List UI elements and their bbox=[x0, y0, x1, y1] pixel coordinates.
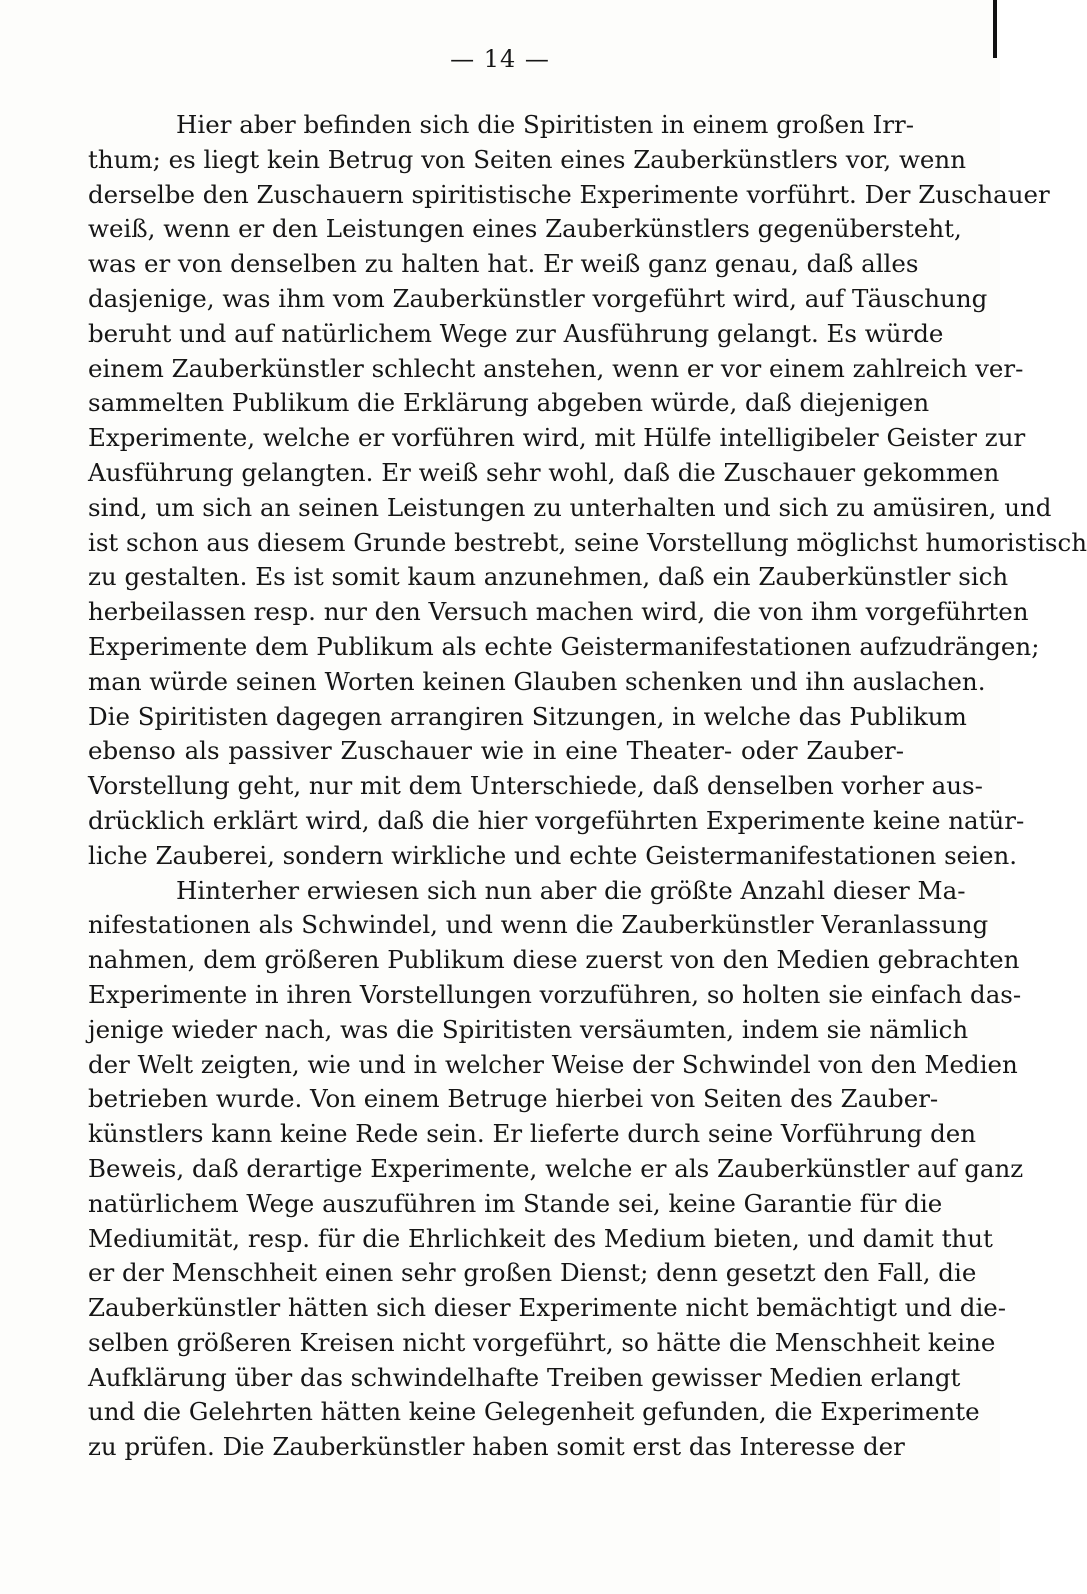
text-line: was er von denselben zu halten hat. Er weiß ganz genau, daß alles bbox=[88, 249, 919, 279]
text-line: Mediumität, resp. für die Ehrlichkeit des Medium bieten, und damit thut bbox=[88, 1223, 993, 1253]
text-line: Experimente in ihren Vorstellungen vorzuführen, so holten sie einfach das- bbox=[88, 979, 1022, 1009]
text-line: Zauberkünstler hätten sich dieser Experimente nicht bemächtigt und die- bbox=[88, 1293, 1007, 1323]
text-line: Vorstellung geht, nur mit dem Unterschiede, daß denselben vorher aus- bbox=[88, 771, 983, 801]
text-line: Hier aber befinden sich die Spiritisten in einem großen Irr- bbox=[176, 110, 915, 139]
text-line: Experimente dem Publikum als echte Geistermanifestationen aufzudrängen; bbox=[88, 631, 1040, 661]
text-line: künstlers kann keine Rede sein. Er lieferte durch seine Vorführung den bbox=[88, 1119, 977, 1149]
text-line: beruht und auf natürlichem Wege zur Ausführung gelangt. Es würde bbox=[88, 318, 944, 348]
text-line: sammelten Publikum die Erklärung abgeben würde, daß diejenigen bbox=[88, 388, 930, 418]
text-line: liche Zauberei, sondern wirkliche und echte Geistermanifestationen seien. bbox=[88, 840, 1018, 870]
text-line: einem Zauberkünstler schlecht anstehen, wenn er vor einem zahlreich ver- bbox=[88, 353, 1024, 383]
text-line: nahmen, dem größeren Publikum diese zuerst von den Medien gebrachten bbox=[88, 945, 1020, 975]
text-line: Experimente, welche er vorführen wird, mit Hülfe intelligibeler Geister zur bbox=[88, 423, 1026, 453]
text-line: natürlichem Wege auszuführen im Stande sei, keine Garantie für die bbox=[88, 1188, 943, 1218]
text-line: man würde seinen Worten keinen Glauben schenken und ihn auslachen. bbox=[88, 666, 986, 696]
text-line: herbeilassen resp. nur den Versuch machen wird, die von ihm vorgeführten bbox=[88, 597, 1029, 627]
text-line: ist schon aus diesem Grunde bestrebt, seine Vorstellung möglichst humoristisch bbox=[88, 527, 1087, 557]
text-line: Hinterher erwiesen sich nun aber die größte Anzahl dieser Ma- bbox=[176, 875, 966, 905]
text-line: und die Gelehrten hätten keine Gelegenheit gefunden, die Experimente bbox=[88, 1397, 980, 1427]
text-line: Ausführung gelangten. Er weiß sehr wohl, daß die Zuschauer gekommen bbox=[88, 457, 1000, 487]
text-line: er der Menschheit einen sehr großen Dienst; denn gesetzt den Fall, die bbox=[88, 1258, 977, 1288]
text-line: nifestationen als Schwindel, und wenn die Zauberkünstler Veranlassung bbox=[88, 910, 989, 940]
text-line: dasjenige, was ihm vom Zauberkünstler vorgeführt wird, auf Täuschung bbox=[88, 283, 988, 313]
text-line: thum; es liegt kein Betrug von Seiten eines Zauberkünstlers vor, wenn bbox=[88, 144, 966, 174]
text-line: Aufklärung über das schwindelhafte Treiben gewisser Medien erlangt bbox=[88, 1362, 961, 1392]
text-line: betrieben wurde. Von einem Betruge hierbei von Seiten des Zauber- bbox=[88, 1084, 939, 1114]
text-line: jenige wieder nach, was die Spiritisten versäumten, indem sie nämlich bbox=[88, 1014, 969, 1044]
text-line: derselbe den Zuschauern spiritistische Experimente vorführt. Der Zuschauer bbox=[88, 179, 1050, 209]
text-line: zu gestalten. Es ist somit kaum anzunehmen, daß ein Zauberkünstler sich bbox=[88, 562, 1009, 592]
text-line: ebenso als passiver Zuschauer wie in eine Theater- oder Zauber- bbox=[88, 736, 904, 766]
text-line: sind, um sich an seinen Leistungen zu unterhalten und sich zu amüsiren, und bbox=[88, 492, 1052, 522]
text-line: Beweis, daß derartige Experimente, welche er als Zauberkünstler auf ganz bbox=[88, 1153, 1024, 1183]
body-text bbox=[88, 108, 1087, 1465]
text-line: weiß, wenn er den Leistungen eines Zauberkünstlers gegenübersteht, bbox=[88, 214, 962, 244]
text-line: drücklich erklärt wird, daß die hier vorgeführten Experimente keine natür- bbox=[88, 805, 1025, 835]
text-line: Die Spiritisten dagegen arrangiren Sitzungen, in welche das Publikum bbox=[88, 701, 967, 731]
text-line: selben größeren Kreisen nicht vorgeführt, so hätte die Menschheit keine bbox=[88, 1327, 996, 1357]
text-line: zu prüfen. Die Zauberkünstler haben somit erst das Interesse der bbox=[88, 1432, 905, 1462]
text-line: der Welt zeigten, wie und in welcher Weise der Schwindel von den Medien bbox=[88, 1049, 1018, 1079]
page-number: — 14 — bbox=[450, 45, 550, 73]
